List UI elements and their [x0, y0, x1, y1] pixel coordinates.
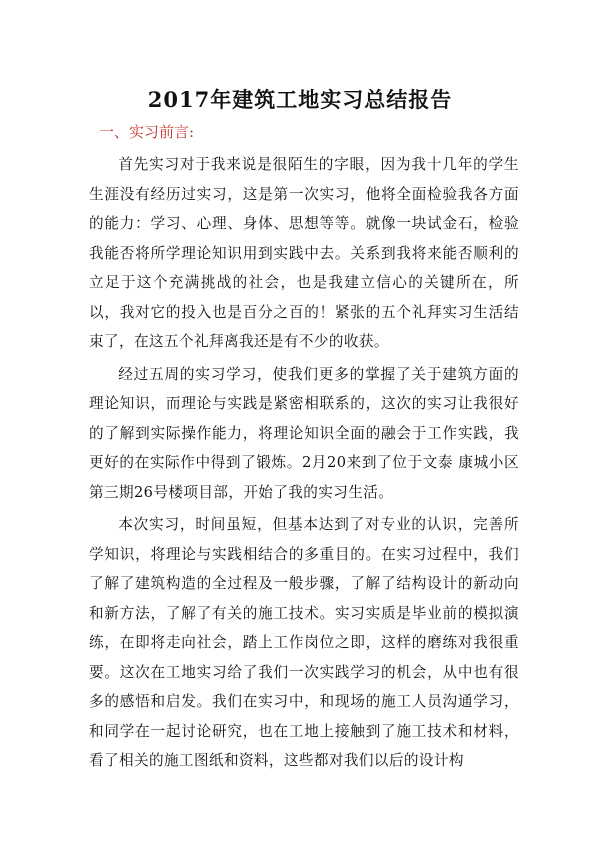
paragraph-1: 首先实习对于我来说是很陌生的字眼，因为我十几年的学生生涯没有经历过实习，这是第一次实习，他将全面检验我各方面的能力：学习、心理、身体、思想等等。就像一块试金石，检验我能否将所学理论知识用到实践中去。关系到我将来能否顺利的立足于这个充满挑战的社会，也是我建立信心的关键所在，所以，我对它的投入也是百分之百的！紧张的五个礼拜实习生活结束了，在这五个礼拜离我还是有不少的收获。 [89, 156, 519, 350]
document-body [89, 150, 519, 779]
page-title: 2017年建筑工地实习总结报告 [147, 87, 453, 112]
section-heading: 一、实习前言: [99, 123, 195, 141]
paragraph-2: 经过五周的实习学习，使我们更多的掌握了关于建筑方面的理论知识，而理论与实践是紧密相联系的，这次的实习让我很好的了解到实际操作能力，将理论知识全面的融会于工作实践，我更好的在实际作中得到了锻炼。2月20来到了位于文泰 康城小区第三期26号楼项目部，开始了我的实习生活。 [89, 365, 519, 501]
paragraph-3: 本次实习，时间虽短，但基本达到了对专业的认识，完善所学知识，将理论与实践相结合的多重目的。在实习过程中，我们了解了建筑构造的全过程及一般步骤，了解了结构设计的新动向和新方法，了解了有关的施工技术。实习实质是毕业前的模拟演练，在即将走向社会，踏上工作岗位之即，这样的磨练对我很重要。这次在工地实习给了我们一次实践学习的机会，从中也有很多的感悟和启发。我们在实习中，和现场的施工人员沟通学习，和同学在一起讨论研究，也在工地上接触到了施工技术和材料，看了相关的施工图纸和资料，这些都对我们以后的设计构 [89, 516, 519, 769]
